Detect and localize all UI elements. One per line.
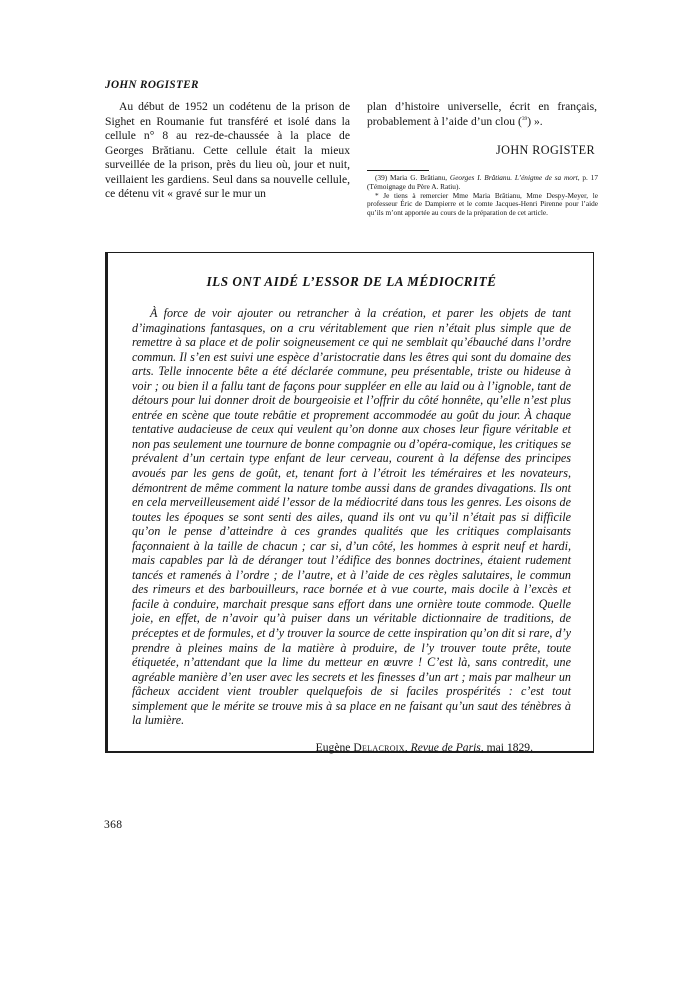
excerpt-author-first: Eugène [315, 740, 354, 754]
excerpt-attribution-separator: , [404, 740, 411, 754]
running-head: JOHN ROGISTER [105, 79, 199, 91]
excerpt-body: À force de voir ajouter ou retrancher à la création, et parer les objets de tant d’imaginations fantasques, on a cru véritablement que rien n’était plus simple que de remettre à sa place et de polir soigneusement ce qui ne semblait qu’ébauché dans l’ordre commun. Il s’en est suivi une espèce d’aristocratie dans les êtres qui sont du domaine des arts. Telle innocente bête a été déclarée commune, peu présentable, triste ou hideuse à voir ; ou bien il a fallu tant de façons pour suppléer en elle au laid ou à l’ignoble, tant de détours pour lui donner droit de bourgeoisie et l’offrir du côté honnête, qu’elle n’est plus entrée en scène que toute rebâtie et proprement accommodée au goût du jour. À chaque tentative audacieuse de ceux qui veulent qu’on donne aux choses leur figure véritable et non pas seulement une tournure de bonne compagnie ou d’opéra-comique, les critiques se prévalent d’un certain type enfant de leur cerveau, courent à la défense des principes avoués par les gens de goût, et, tenant fort à l’étroit les téméraires et les novateurs, démontrent de même comment la nature tombe aussi dans de grandes divagations. Ils ont en cela merveilleusement aidé l’essor de la médiocrité dans tous les genres. Les oisons de toutes les époques se sont senti des ailes, quand ils ont vu qu’il n’était pas si difficile qu’on le pense d’atteindre à ces grandes qualités que les critiques complaisants façonnaient à la taille de chacun ; car si, d’un côté, les hommes à esprit neuf et hardi, mais capables par là de déranger tout l’édifice des bonnes doctrines, étaient rudement tancés et ramenés à l’ordre ; de l’autre, et à l’aide de ces règles salutaires, le commun des rimeurs et des barbouilleurs, race bornée et à vue courte, mais docile à l’excès et facile à conduire, marchait presque sans effort dans une ornière toute commode. Quelle joie, en effet, de n’avoir qu’à puiser dans un véritable dictionnaire de traditions, de préceptes et de formules, et d’y trouver la source de cette inspiration qu’on dit si rare, d’y prendre à pleines mains de la matière à produire, de l’y trouver toute prête, toute étiquetée, n’attendant que la lime du metteur en œuvre ! C’est là, sans contredit, une agréable manière d’en user avec les secrets et les finesses d’un art ; mais par malheur un fâcheux accident vient troubler quelquefois de si faciles prospérités : c’est tout simplement que le mérite se trouve mis à sa place en ne faisant qu’un saut des ténèbres à la lumière. [132, 306, 571, 728]
excerpt-date: , mai 1829. [480, 740, 533, 754]
right-text-column [367, 100, 597, 158]
excerpt-inner [108, 253, 593, 764]
article-paragraph-right-post: ) ». [527, 114, 543, 128]
excerpt-attribution [132, 741, 571, 754]
article-paragraph-right [367, 100, 597, 129]
excerpt-title: ILS ONT AIDÉ L’ESSOR DE LA MÉDIOCRITÉ [206, 274, 497, 289]
footnote-acknowledgement-text: Je tiens à remercier Mme Maria Brătianu, Mme Despy-Meyer, le professeur Éric de Dampierre et le comte Jacques-Henri Pirenne pour l’aide qu’ils m’ont apportée au cours de la préparation de cet article. [367, 190, 598, 217]
footnote-reference-39: 39 [521, 115, 528, 122]
footnote-separator-rule [367, 170, 429, 171]
footnote-39-title: Georges I. Brătianu. L’énigme de sa mort [449, 173, 578, 182]
footnote-39-marker: (39) [375, 173, 388, 182]
article-paragraph-left: Au début de 1952 un codétenu de la prison de Sighet en Roumanie fut transféré et isolé dans la cellule n° 8 au rez-de-chaussée à la place de Georges Brătianu. Cette cellule était la mieux surveillée de la prison, près du lieu où, jour et nuit, veillaient les gardiens. Seul dans sa nouvelle cellule, ce détenu vit « gravé sur le mur un [105, 100, 350, 201]
footnote-39 [367, 174, 598, 191]
excerpt-source: Revue de Paris [410, 740, 481, 754]
excerpt-author-last: Delacroix [353, 740, 405, 754]
excerpt-box [105, 252, 594, 753]
page-number: 368 [104, 818, 123, 831]
footnote-block [367, 170, 598, 217]
footnote-acknowledgement [367, 192, 598, 218]
footnote-39-post: , p. 17 (Témoignage du Père A. Ratiu). [367, 173, 598, 191]
left-text-column [105, 100, 350, 202]
footnote-acknowledgement-marker: * [375, 190, 379, 200]
article-paragraph-right-pre: plan d’histoire universelle, écrit en français, probablement à l’aide d’un clou ( [367, 100, 597, 128]
footnote-39-pre: Maria G. Brătianu, [387, 173, 450, 182]
article-signature: JOHN ROGISTER [496, 143, 595, 158]
